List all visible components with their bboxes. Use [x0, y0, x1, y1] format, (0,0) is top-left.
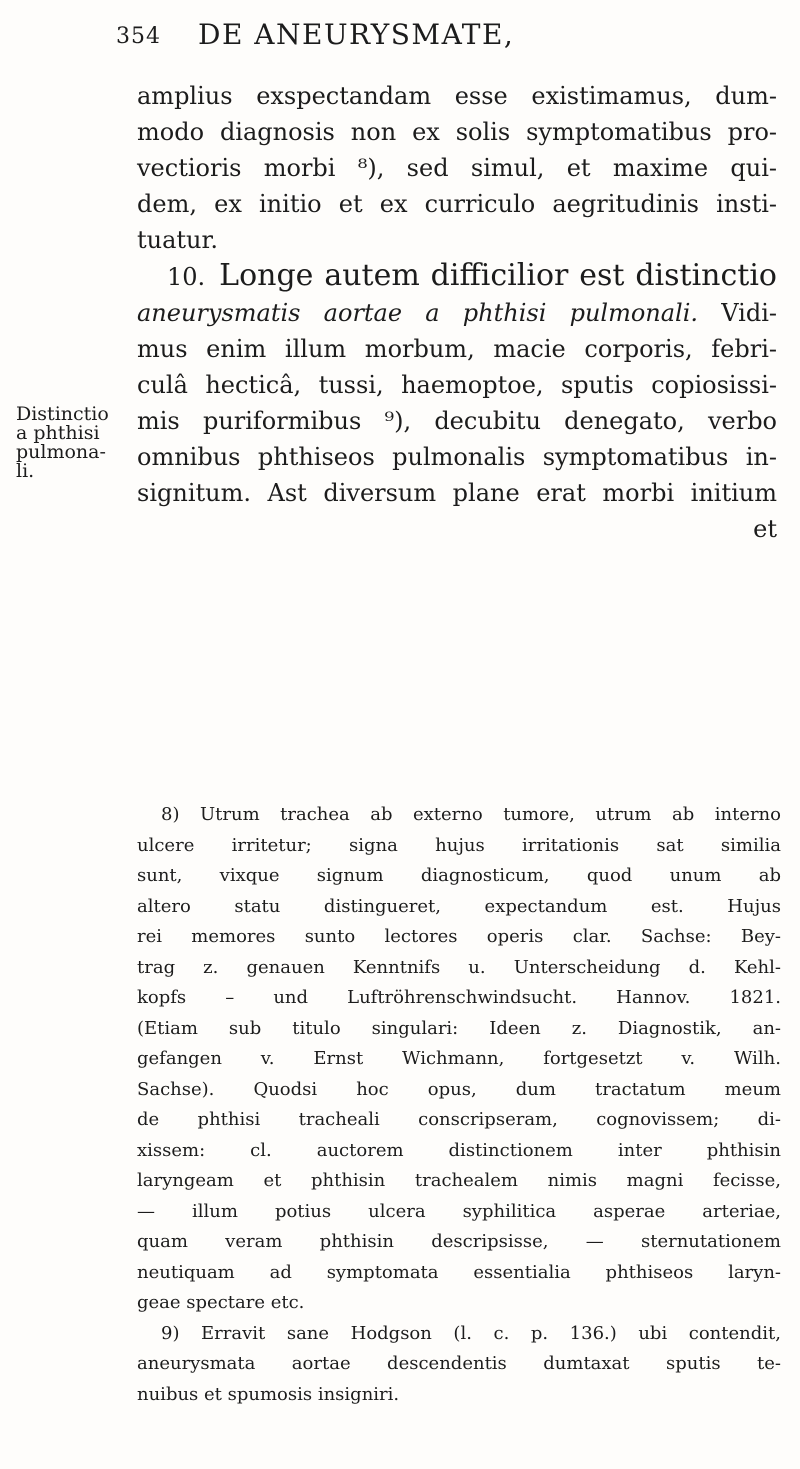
footnote-line: geae spectare etc. [137, 1292, 305, 1313]
section-heading-line [137, 258, 777, 295]
footnote-line: 8) Utrum trachea ab externo tumore, utrum ab interno [161, 804, 781, 825]
footnote-line: quam veram phthisin descripsisse, — sternutationem [137, 1231, 781, 1252]
section-first-line: Longe autem difficilior est distinctio [219, 258, 777, 293]
text-line: modo diagnosis non ex solis symptomatibus pro- [137, 118, 777, 146]
footnote-line: kopfs – und Luftröhrenschwindsucht. Hannov. 1821. [137, 987, 781, 1008]
footnote-line: sunt, vixque signum diagnosticum, quod unum ab [137, 865, 781, 886]
footnote-line: rei memores sunto lectores operis clar. Sachse: Bey- [137, 926, 781, 947]
page-header [116, 18, 716, 58]
footnotes [137, 800, 781, 1410]
footnote-line: trag z. genauen Kenntnifs u. Unterscheidung d. Kehl- [137, 956, 781, 978]
text-line [137, 295, 777, 331]
running-title: DE ANEURYSMATE, [198, 18, 515, 51]
main-text [137, 78, 777, 547]
footnote-line: laryngeam et phthisin trachealem nimis magni fecisse, [137, 1170, 781, 1191]
footnote-9 [137, 1319, 781, 1411]
text-line: mis puriformibus ⁹), decubitu denegato, verbo [137, 407, 777, 435]
line-tail: Vidi- [721, 299, 777, 327]
margin-note-line: Distinctio [16, 403, 109, 425]
text-line: omnibus phthiseos pulmonalis symptomatibus in- [137, 443, 777, 471]
footnote-line: aneurysmata aortae descendentis dumtaxat sputis te- [137, 1353, 781, 1374]
section-topic: aneurysmatis aortae a phthisi pulmonali. [137, 299, 699, 327]
footnote-line: altero statu distingueret, expectandum est. Hujus [137, 895, 781, 917]
text-line: tuatur. [137, 226, 218, 254]
section-number: 10. [167, 263, 206, 291]
margin-note-line: li. [16, 460, 35, 482]
text-line: amplius exspectandam esse existimamus, dum- [137, 82, 777, 110]
text-line: culâ hecticâ, tussi, haemoptoe, sputis copiosissi- [137, 371, 777, 399]
footnote-line: de phthisi tracheali conscripseram, cognovissem; di- [137, 1109, 781, 1130]
footnote-line: xissem: cl. auctorem distinctionem inter phthisin [137, 1139, 781, 1161]
footnote-line: Sachse). Quodsi hoc opus, dum tractatum meum [137, 1078, 781, 1100]
footnote-line: neutiquam ad symptomata essentialia phthiseos laryn- [137, 1261, 781, 1283]
footnote-line: — illum potius ulcera syphilitica asperae arteriae, [137, 1200, 781, 1222]
text-line: vectioris morbi ⁸), sed simul, et maxime qui- [137, 154, 777, 182]
catchword: et [753, 515, 777, 543]
footnote-line: ulcere irritetur; signa hujus irritationis sat similia [137, 834, 781, 856]
footnote-line: gefangen v. Ernst Wichmann, fortgesetzt v. Wilh. [137, 1048, 781, 1069]
margin-note-line: a phthisi [16, 422, 100, 444]
page-number: 354 [116, 24, 161, 49]
footnote-8 [137, 800, 781, 1319]
footnote-line: nuibus et spumosis insigniri. [137, 1383, 400, 1405]
text-line: mus enim illum morbum, macie corporis, febri- [137, 335, 777, 363]
margin-note-line: pulmona- [16, 441, 106, 463]
text-line: signitum. Ast diversum plane erat morbi initium [137, 479, 777, 507]
footnote-line: (Etiam sub titulo singulari: Ideen z. Diagnostik, an- [137, 1017, 781, 1039]
margin-note [16, 405, 108, 481]
text-line: dem, ex initio et ex curriculo aegritudinis insti- [137, 190, 777, 218]
footnote-line: 9) Erravit sane Hodgson (l. c. p. 136.) ubi contendit, [161, 1322, 781, 1344]
